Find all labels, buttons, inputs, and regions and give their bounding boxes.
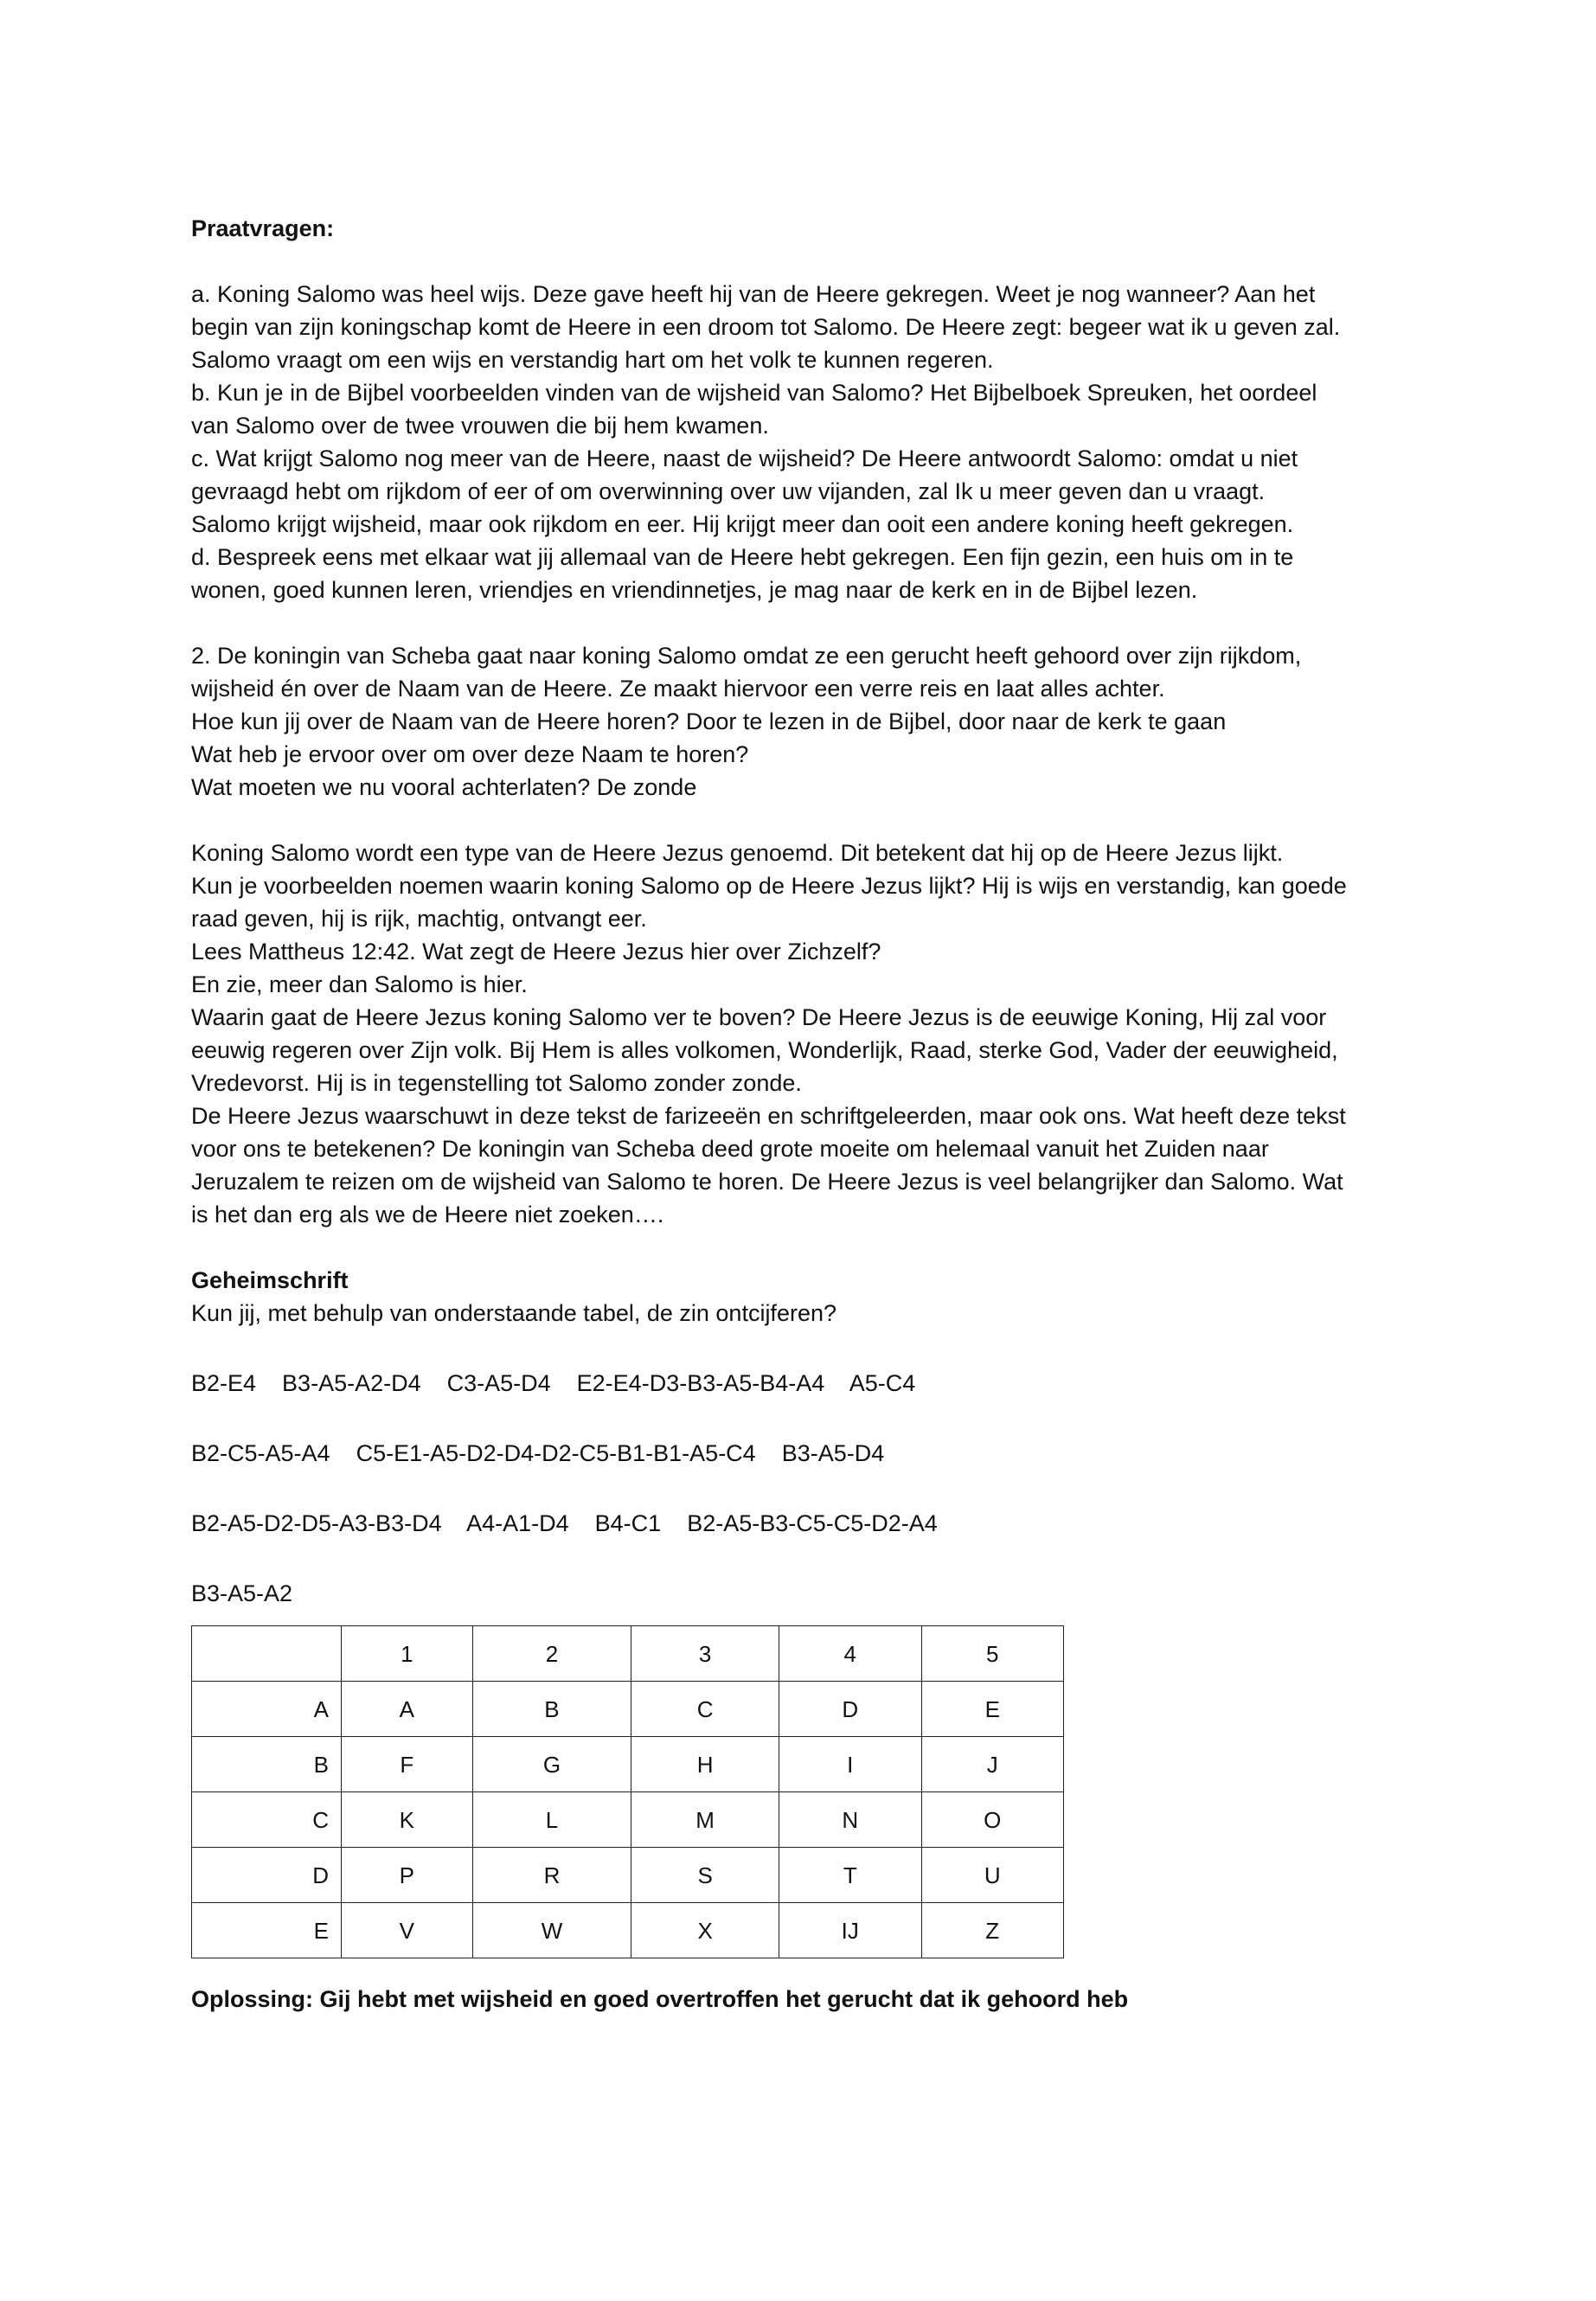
- text-line: Hoe kun jij over de Naam van de Heere horen? Door te lezen in de Bijbel, door naar de kerk te gaan: [191, 708, 1227, 734]
- text-line: Wat heb je ervoor over om over deze Naam te horen?: [191, 741, 749, 767]
- section-salomo-type: [191, 836, 1420, 1231]
- section-question-2: [191, 639, 1420, 804]
- cipher-table-cell: R: [472, 1848, 631, 1903]
- cipher-table-cell: F: [342, 1737, 473, 1792]
- text-line: begin van zijn koningschap komt de Heere in een droom tot Salomo. De Heere zegt: begeer wat ik u geven zal.: [191, 314, 1341, 340]
- cipher-table-cell: V: [342, 1903, 473, 1958]
- cipher-table-cell: A: [342, 1682, 473, 1737]
- cipher-table-cell: B: [192, 1737, 342, 1792]
- cipher-table-row: [192, 1792, 1064, 1848]
- cipher-table-cell: P: [342, 1848, 473, 1903]
- cipher-table-cell: E: [921, 1682, 1064, 1737]
- cipher-table-cell: H: [631, 1737, 779, 1792]
- cipher-table-row: [192, 1682, 1064, 1737]
- cipher-table-header-row: [192, 1626, 1064, 1682]
- cipher-table-row: [192, 1737, 1064, 1792]
- cipher-table-cell: 1: [342, 1626, 473, 1682]
- cipher-table-cell: X: [631, 1903, 779, 1958]
- document-page: [191, 212, 1420, 2016]
- text-line: Jeruzalem te reizen om de wijsheid van Salomo te horen. De Heere Jezus is veel belangrijker dan Salomo. Wat: [191, 1169, 1343, 1195]
- text-line: wijsheid én over de Naam van de Heere. Ze maakt hiervoor een verre reis en laat alles achter.: [191, 676, 1165, 702]
- cipher-table-cell: C: [631, 1682, 779, 1737]
- cipher-table-cell: C: [192, 1792, 342, 1848]
- text-line: Vredevorst. Hij is in tegenstelling tot Salomo zonder zonde.: [191, 1070, 802, 1096]
- cipher-table-cell: S: [631, 1848, 779, 1903]
- text-line: Salomo vraagt om een wijs en verstandig hart om het volk te kunnen regeren.: [191, 347, 994, 373]
- text-line: Salomo krijgt wijsheid, maar ook rijkdom en eer. Hij krijgt meer dan ooit een andere koning heeft gekregen.: [191, 511, 1294, 537]
- cipher-table-cell: K: [342, 1792, 473, 1848]
- text-line: raad geven, hij is rijk, machtig, ontvangt eer.: [191, 906, 647, 932]
- cipher-table-cell: T: [779, 1848, 921, 1903]
- text-line: wonen, goed kunnen leren, vriendjes en vriendinnetjes, je mag naar de kerk en in de Bijbel lezen.: [191, 577, 1198, 603]
- text-line: Koning Salomo wordt een type van de Heere Jezus genoemd. Dit betekent dat hij op de Heere Jezus lijkt.: [191, 840, 1284, 866]
- cipher-table-cell: 4: [779, 1626, 921, 1682]
- cipher-table-cell: U: [921, 1848, 1064, 1903]
- page-title: Praatvragen:: [191, 215, 335, 241]
- text-line: a. Koning Salomo was heel wijs. Deze gave heeft hij van de Heere gekregen. Weet je nog wanneer? Aan het: [191, 281, 1316, 307]
- cipher-table-cell: B: [472, 1682, 631, 1737]
- cipher-table-cell: IJ: [779, 1903, 921, 1958]
- paragraph-gap: [191, 1540, 1420, 1577]
- cipher-solution: Oplossing: Gij hebt met wijsheid en goed overtroffen het gerucht dat ik gehoord heb: [191, 1986, 1129, 2012]
- text-line: van Salomo over de twee vrouwen die bij hem kwamen.: [191, 413, 769, 439]
- text-line: Waarin gaat de Heere Jezus koning Salomo ver te boven? De Heere Jezus is de eeuwige Koning, Hij zal voor: [191, 1004, 1327, 1030]
- cipher-table-cell: N: [779, 1792, 921, 1848]
- cipher-table-cell: A: [192, 1682, 342, 1737]
- cipher-code-line: B2-E4 B3-A5-A2-D4 C3-A5-D4 E2-E4-D3-B3-A5-B4-A4 A5-C4: [191, 1370, 916, 1396]
- paragraph-gap: [191, 1470, 1420, 1507]
- text-line: eeuwig regeren over Zijn volk. Bij Hem is alles volkomen, Wonderlijk, Raad, sterke God, Vader der eeuwigheid,: [191, 1037, 1338, 1063]
- paragraph-gap: [191, 1330, 1420, 1367]
- paragraph-gap: [191, 1231, 1420, 1264]
- cipher-table-cell: 5: [921, 1626, 1064, 1682]
- cipher-table: [191, 1625, 1064, 1958]
- cipher-table-cell: [192, 1626, 342, 1682]
- text-line: c. Wat krijgt Salomo nog meer van de Heere, naast de wijsheid? De Heere antwoordt Salomo: omdat u niet: [191, 445, 1298, 471]
- cipher-code-line: B2-C5-A5-A4 C5-E1-A5-D2-D4-D2-C5-B1-B1-A5-C4 B3-A5-D4: [191, 1440, 885, 1466]
- cipher-table-cell: D: [779, 1682, 921, 1737]
- text-line: 2. De koningin van Scheba gaat naar koning Salomo omdat ze een gerucht heeft gehoord over zijn rijkdom,: [191, 643, 1302, 669]
- text-line: Wat moeten we nu vooral achterlaten? De zonde: [191, 774, 697, 800]
- section-cipher: [191, 1264, 1420, 2016]
- text-line: voor ons te betekenen? De koningin van Scheba deed grote moeite om helemaal vanuit het Zuiden naar: [191, 1136, 1269, 1162]
- cipher-code-line: B3-A5-A2: [191, 1580, 293, 1606]
- cipher-table-cell: L: [472, 1792, 631, 1848]
- text-line: Lees Mattheus 12:42. Wat zegt de Heere Jezus hier over Zichzelf?: [191, 939, 881, 965]
- section-questions-a-d: [191, 278, 1420, 606]
- text-line: is het dan erg als we de Heere niet zoeken….: [191, 1202, 664, 1227]
- cipher-table-cell: 2: [472, 1626, 631, 1682]
- paragraph-gap: [191, 1400, 1420, 1437]
- cipher-table-cell: O: [921, 1792, 1064, 1848]
- cipher-question: Kun jij, met behulp van onderstaande tabel, de zin ontcijferen?: [191, 1300, 836, 1326]
- text-line: De Heere Jezus waarschuwt in deze tekst de farizeeën en schriftgeleerden, maar ook ons. Wat heeft deze tekst: [191, 1103, 1346, 1129]
- text-line: b. Kun je in de Bijbel voorbeelden vinden van de wijsheid van Salomo? Het Bijbelboek Spreuken, het oordeel: [191, 380, 1317, 406]
- text-line: d. Bespreek eens met elkaar wat jij allemaal van de Heere hebt gekregen. Een fijn gezin, een huis om in te: [191, 544, 1294, 570]
- paragraph-gap: [191, 804, 1420, 836]
- cipher-table-cell: W: [472, 1903, 631, 1958]
- cipher-table-row: [192, 1848, 1064, 1903]
- cipher-table-cell: Z: [921, 1903, 1064, 1958]
- text-line: gevraagd hebt om rijkdom of eer of om overwinning over uw vijanden, zal Ik u meer geven dan u vraagt.: [191, 478, 1266, 504]
- paragraph-gap: [191, 606, 1420, 639]
- cipher-table-cell: J: [921, 1737, 1064, 1792]
- cipher-table-cell: D: [192, 1848, 342, 1903]
- cipher-heading: Geheimschrift: [191, 1267, 349, 1293]
- cipher-table-cell: E: [192, 1903, 342, 1958]
- cipher-table-cell: 3: [631, 1626, 779, 1682]
- cipher-table-row: [192, 1903, 1064, 1958]
- cipher-table-cell: I: [779, 1737, 921, 1792]
- cipher-table-cell: M: [631, 1792, 779, 1848]
- cipher-table-cell: G: [472, 1737, 631, 1792]
- text-line: En zie, meer dan Salomo is hier.: [191, 971, 528, 997]
- text-line: Kun je voorbeelden noemen waarin koning Salomo op de Heere Jezus lijkt? Hij is wijs en verstandig, kan goede: [191, 873, 1347, 899]
- cipher-code-line: B2-A5-D2-D5-A3-B3-D4 A4-A1-D4 B4-C1 B2-A5-B3-C5-C5-D2-A4: [191, 1510, 938, 1536]
